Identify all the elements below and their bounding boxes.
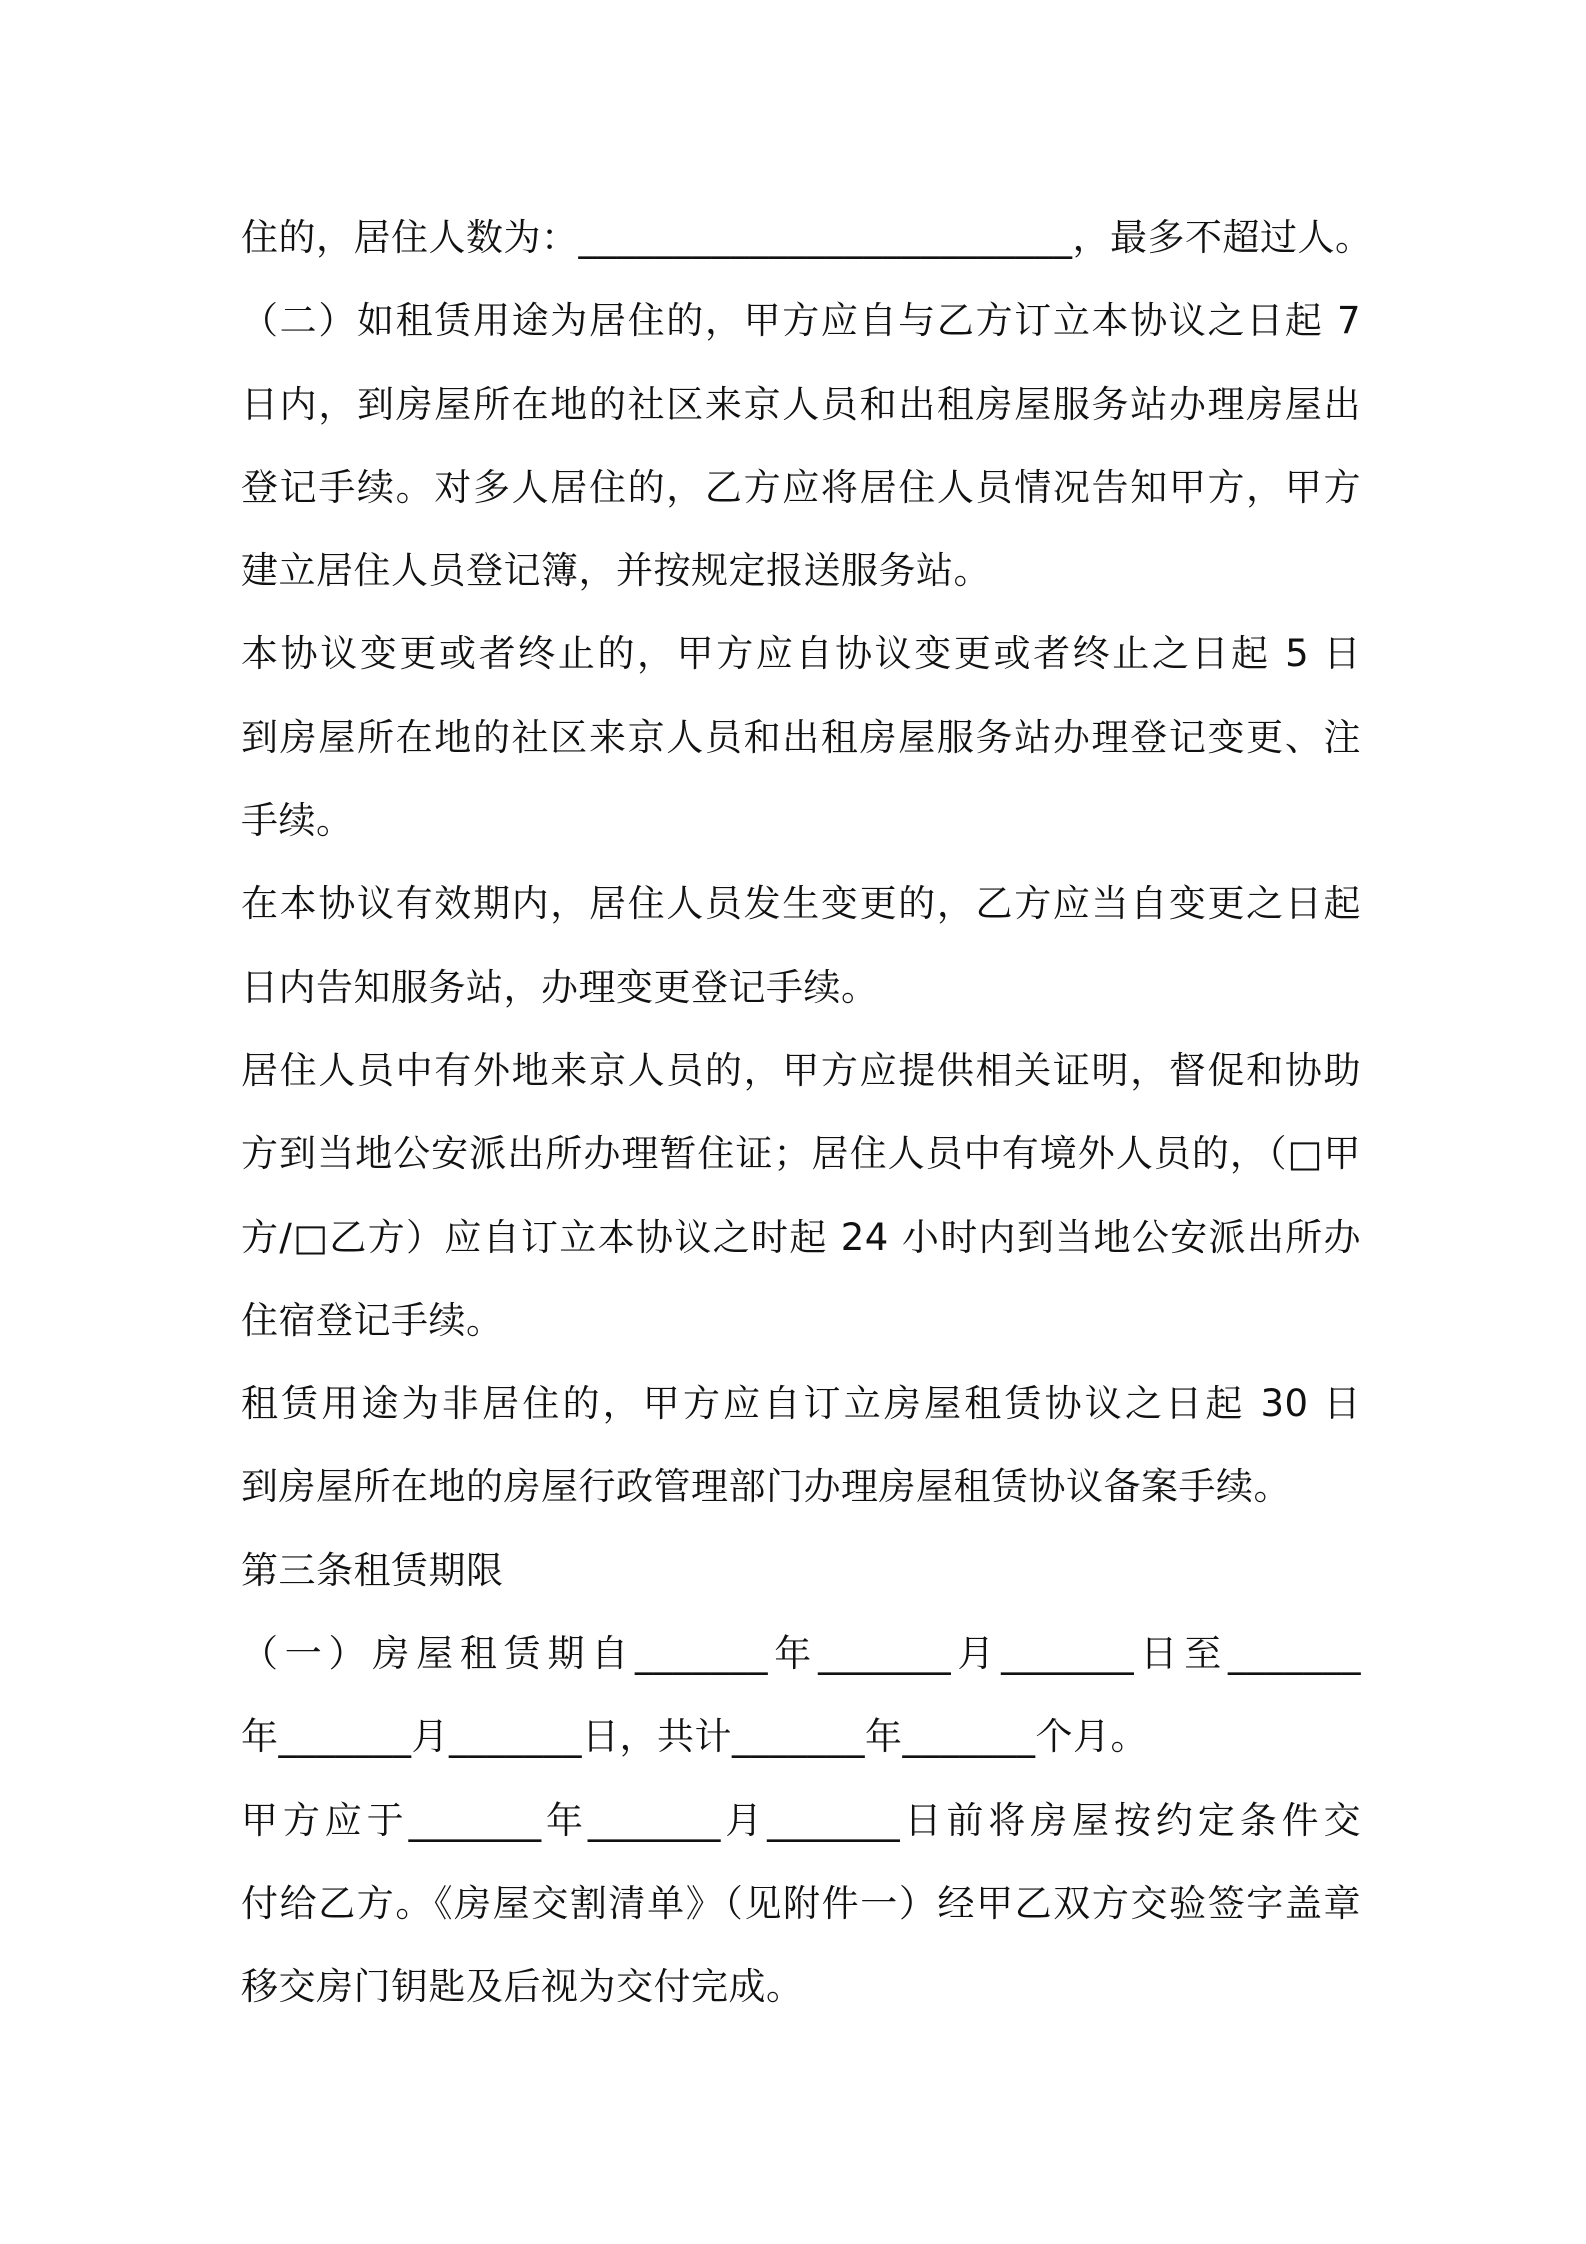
text-line: 年_______月_______日，共计_______年_______个月。 xyxy=(241,1715,1148,1759)
text-line: 到房屋所在地的社区来京人员和出租房屋服务站办理登记变更、注 xyxy=(241,715,1361,759)
text-line: 租赁用途为非居住的，甲方应自订立房屋租赁协议之日起 30 日 xyxy=(241,1382,1361,1426)
text-line: 在本协议有效期内，居住人员发生变更的，乙方应当自变更之日起 xyxy=(241,882,1361,926)
text-line: 本协议变更或者终止的，甲方应自协议变更或者终止之日起 5 日 xyxy=(241,632,1361,676)
text-line: 住宿登记手续。 xyxy=(241,1298,504,1342)
text-line: 住的，居住人数为：__________________________，最多不超过人。 xyxy=(241,216,1373,259)
document-body xyxy=(241,196,1373,2029)
text-line: 登记手续。对多人居住的，乙方应将居住人员情况告知甲方，甲方 xyxy=(241,465,1361,509)
text-line: 付给乙方。《房屋交割清单》（见附件一）经甲乙双方交验签字盖章 xyxy=(241,1881,1361,1925)
text-line: 建立居住人员登记簿，并按规定报送服务站。 xyxy=(241,549,991,593)
text-line: 日内告知服务站，办理变更登记手续。 xyxy=(241,965,879,1009)
text-line: 日内，到房屋所在地的社区来京人员和出租房屋服务站办理房屋出 xyxy=(241,382,1361,426)
text-line: 手续。 xyxy=(241,799,354,843)
text-line: 方/□乙方）应自订立本协议之时起 24 小时内到当地公安派出所办 xyxy=(241,1215,1361,1259)
text-line: 甲方应于_______年_______月_______日前将房屋按约定条件交 xyxy=(241,1798,1361,1842)
text-line: 移交房门钥匙及后视为交付完成。 xyxy=(241,1965,804,2009)
text-line: 居住人员中有外地来京人员的，甲方应提供相关证明，督促和协助 xyxy=(241,1048,1361,1092)
text-line: （二）如租赁用途为居住的，甲方应自与乙方订立本协议之日起 7 xyxy=(241,299,1361,343)
section-heading: 第三条租赁期限 xyxy=(241,1548,504,1592)
text-line: 到房屋所在地的房屋行政管理部门办理房屋租赁协议备案手续。 xyxy=(241,1465,1291,1509)
text-line: （一）房屋租赁期自_______年_______月_______日至_______ xyxy=(241,1632,1361,1676)
text-line: 方到当地公安派出所办理暂住证；居住人员中有境外人员的，（□甲 xyxy=(241,1132,1361,1176)
